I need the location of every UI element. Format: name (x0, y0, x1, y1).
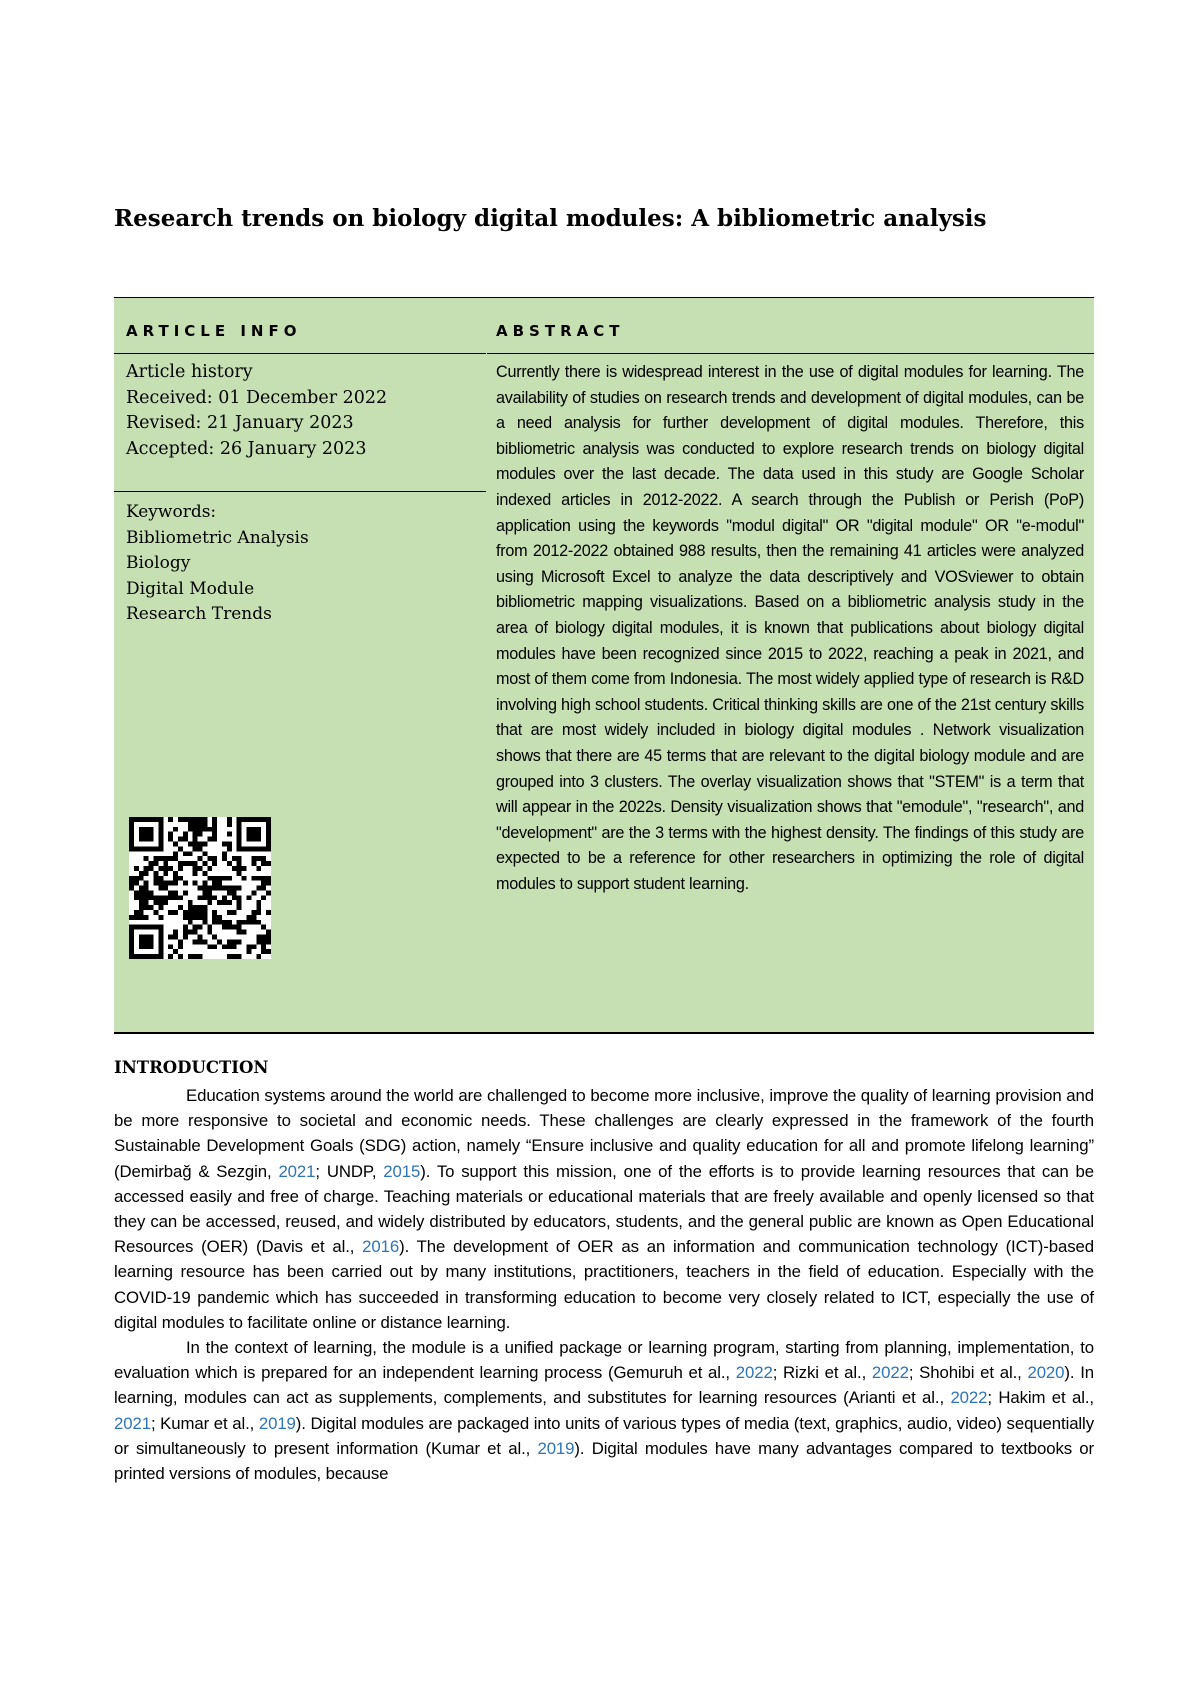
citation-link[interactable]: 2022 (735, 1363, 773, 1383)
article-info-column (114, 298, 486, 1032)
accepted-date: Accepted: 26 January 2023 (126, 438, 367, 459)
qr-code-icon[interactable] (129, 817, 271, 959)
keyword-item: Bibliometric Analysis (126, 527, 309, 548)
keyword-item: Research Trends (126, 604, 272, 624)
text-run: ). Digital modules have many advantages compared to textbooks or printed versions of modules, because (114, 1438, 1094, 1484)
citation-link[interactable]: 2022 (871, 1363, 909, 1383)
revised-date: Revised: 21 January 2023 (126, 413, 354, 433)
keyword-item: Digital Module (126, 578, 255, 599)
intro-paragraph-1 (114, 1083, 1094, 1335)
citation-link[interactable]: 2022 (950, 1388, 988, 1408)
abstract-text: Currently there is widespread interest in the use of digital modules for learning. The availability of studies on research trends and development of digital modules, can be a need analysis for further development of digital modules. Therefore, this bibliometric analysis was conducted to explore research trends on biology digital modules over the last decade. The data used in this study are Google Scholar indexed articles in 2012-2022. A search through the Publish or Perish (PoP) application using the keywords "modul digital" OR "digital module" OR "e-modul" from 2012-2022 obtained 988 results, then the remaining 41 articles were analyzed using Microsoft Excel to analyze the data descriptively and VOSviewer to obtain bibliometric mapping visualizations. Based on a bibliometric analysis study in the area of biology digital modules, it is known that publications about biology digital modules have been recognized since 2015 to 2022, reaching a peak in 2021, and most of them come from Indonesia. The most widely applied type of research is R&D involving high school students. Critical thinking skills are one of the 21st century skills that are most widely included in biology digital modules . Network visualization shows that there are 45 terms that are relevant to the digital biology module and are grouped into 3 clusters. The overlay visualization shows that "STEM" is a term that will appear in the 2022s. Density visualization shows that "emodule", "research", and "development" are the 3 terms with the highest density. The findings of this study are expected to be a reference for other researchers in optimizing the role of digital modules to support student learning. (496, 363, 1084, 893)
abstract-heading: ABSTRACT (487, 298, 1094, 354)
intro-paragraph-2 (114, 1335, 1094, 1486)
text-run: ). Digital modules are packaged into units of various types of media (text, graphics, audio, video) sequentially or simultaneously to present information (Kumar et al., (114, 1413, 1094, 1458)
text-run: ; Hakim et al., (987, 1388, 1094, 1408)
citation-link[interactable]: 2019 (258, 1413, 296, 1433)
citation-link[interactable]: 2019 (537, 1438, 575, 1458)
text-run: ; Kumar et al., (150, 1413, 259, 1433)
citation-link[interactable]: 2020 (1027, 1363, 1065, 1383)
text-run: ; UNDP, (315, 1161, 384, 1181)
text-run: ). In learning, modules can act as supplements, complements, and substitutes for learning resources (Arianti et al., (114, 1363, 1095, 1408)
citation-link[interactable]: 2015 (383, 1161, 421, 1181)
page-title: Research trends on biology digital modules: A bibliometric analysis (114, 205, 987, 232)
citation-link[interactable]: 2016 (362, 1237, 400, 1257)
keywords-block (114, 492, 486, 628)
text-run: Education systems around the world are challenged to become more inclusive, improve the quality of learning provision and be more responsive to societal and economic needs. These challenges are clearly expressed in the framework of the fourth Sustainable Development Goals (SDG) action, namely “Ensure inclusive and quality education for all and promote lifelong learning” (Demirbağ & Sezgin, (114, 1086, 1094, 1181)
introduction-heading: INTRODUCTION (114, 1058, 269, 1077)
citation-link[interactable]: 2021 (278, 1161, 316, 1181)
qr-code-graphic (129, 817, 271, 959)
article-history (114, 354, 486, 492)
text-run: In the context of learning, the module is a unified package or learning program, starting from planning, implementation, to evaluation which is prepared for an independent learning process (Gemuruh et al., (114, 1338, 1094, 1383)
text-run: ). The development of OER as an information and communication technology (ICT)-based learning resource has been carried out by many institutions, practitioners, teachers in the field of education. Especially with the COVID-19 pandemic which has succeeded in transforming education to become very closely related to ICT, especially the use of digital modules to facilitate online or distance learning. (114, 1237, 1094, 1332)
text-run: ). To support this mission, one of the efforts is to provide learning resources that can be accessed easily and free of charge. Teaching materials or educational materials that are freely available and openly licensed so that they can be accessed, reused, and widely distributed by educators, students, and the general public are known as Open Educational Resources (OER) (Davis et al., (114, 1161, 1094, 1257)
keyword-item: Biology (126, 553, 191, 573)
article-history-label: Article history (126, 362, 253, 382)
text-run: ; Rizki et al., (772, 1363, 872, 1383)
keywords-label: Keywords: (126, 502, 217, 522)
citation-link[interactable]: 2021 (114, 1413, 151, 1433)
abstract-column (487, 298, 1094, 1032)
article-info-heading: ARTICLE INFO (114, 298, 486, 354)
received-date: Received: 01 December 2022 (126, 387, 388, 408)
introduction-body (114, 1083, 1094, 1486)
text-run: ; Shohibi et al., (908, 1363, 1028, 1383)
article-info-table (114, 297, 1094, 1034)
